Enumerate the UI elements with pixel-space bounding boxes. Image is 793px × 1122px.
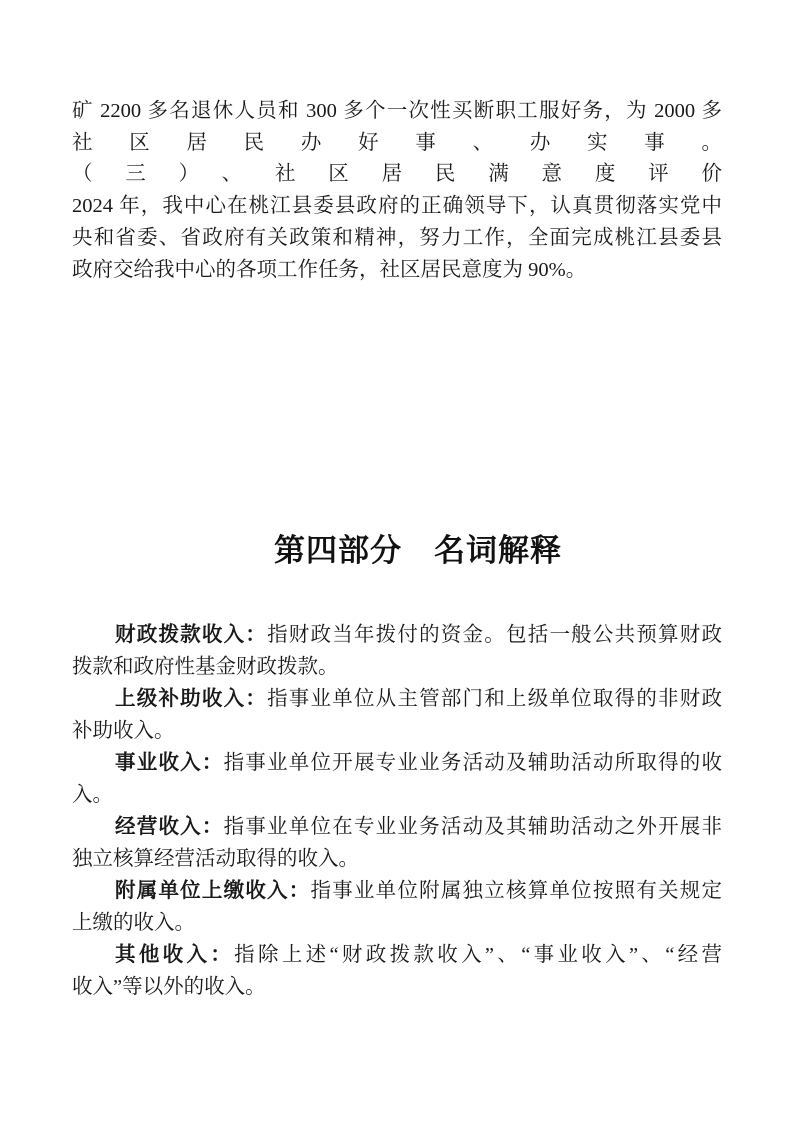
intro-line-5: 央和省委、省政府有关政策和精神，努力工作，全面完成桃江县委县 xyxy=(72,226,722,249)
glossary-definition-start: 指除上述“财政拨款收入”、“事业收入”、“经营 xyxy=(234,944,722,966)
glossary-term-line xyxy=(72,875,722,907)
glossary-entry xyxy=(72,811,722,875)
glossary-definition-end: 拨款和政府性基金财政拨款。 xyxy=(72,656,339,678)
glossary-entry xyxy=(72,747,722,811)
glossary-definition-end: 独立核算经营活动取得的收入。 xyxy=(72,848,359,870)
glossary-entry xyxy=(72,939,722,1003)
glossary-term: 经营收入： xyxy=(115,816,224,838)
glossary-definition-end: 补助收入。 xyxy=(72,720,175,742)
glossary-definition-start: 指事业单位开展专业业务活动及辅助活动所取得的收 xyxy=(223,752,723,774)
glossary-definition-start: 指事业单位在专业业务活动及其辅助活动之外开展非 xyxy=(223,816,723,838)
glossary-term-line xyxy=(72,939,722,971)
glossary-definition-start: 指事业单位附属独立核算单位按照有关规定 xyxy=(310,880,722,902)
section-heading: 第四部分 名词解释 xyxy=(274,533,562,568)
glossary-term: 其他收入： xyxy=(115,944,235,966)
intro-line-3: （三）、社区居民满意度评价 xyxy=(72,163,722,186)
intro-line-2: 社区居民办好事、办实事。 xyxy=(72,131,722,154)
intro-line-4: 2024 年，我中心在桃江县委县政府的正确领导下，认真贯彻落实党中 xyxy=(72,195,722,218)
glossary-definition-start: 指财政当年拨付的资金。包括一般公共预算财政 xyxy=(267,624,723,646)
glossary-definition-end: 入。 xyxy=(72,784,113,806)
glossary-section xyxy=(72,619,722,1003)
glossary-definition-end: 收入”等以外的收入。 xyxy=(72,976,266,998)
glossary-term-line xyxy=(72,683,722,715)
glossary-entry xyxy=(72,619,722,683)
glossary-entry xyxy=(72,683,722,747)
intro-paragraph xyxy=(72,96,722,286)
intro-line-1: 矿 2200 多名退休人员和 300 多个一次性买断职工服好务，为 2000 多 xyxy=(72,100,722,122)
glossary-definition-end: 上缴的收入。 xyxy=(72,912,195,934)
glossary-term: 事业收入： xyxy=(115,752,224,774)
glossary-term: 附属单位上缴收入： xyxy=(115,880,311,902)
glossary-term: 财政拨款收入： xyxy=(115,624,268,646)
glossary-term: 上级补助收入： xyxy=(115,688,268,710)
glossary-definition-start: 指事业单位从主管部门和上级单位取得的非财政 xyxy=(267,688,723,710)
intro-line-6: 政府交给我中心的各项工作任务，社区居民意度为 90%。 xyxy=(72,258,587,281)
glossary-term-line xyxy=(72,747,722,779)
glossary-entry xyxy=(72,875,722,939)
glossary-term-line xyxy=(72,619,722,651)
glossary-term-line xyxy=(72,811,722,843)
